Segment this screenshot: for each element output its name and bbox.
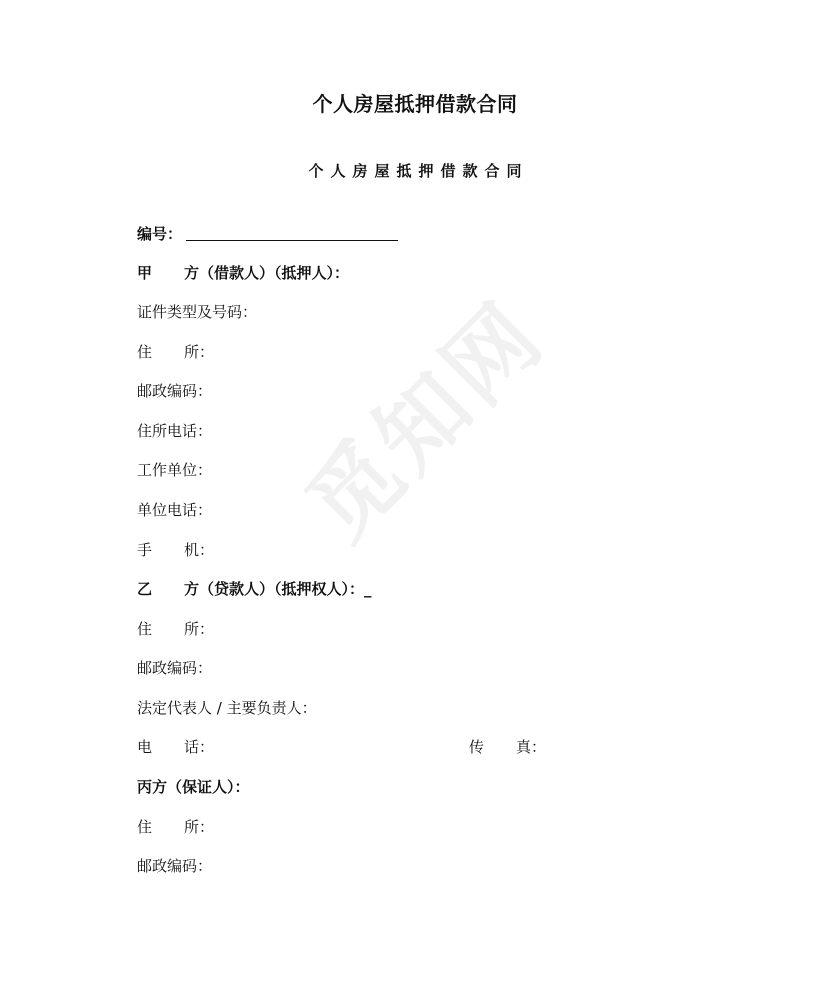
fax-line [469,737,546,757]
party-c-address-line [137,817,214,837]
phone-line [137,737,214,757]
work-unit-line: 工作单位： [137,461,213,479]
address-label-part1: 住 [137,620,153,638]
phone-label-part2: 话： [184,738,215,756]
home-phone-line: 住所电话： [137,422,213,440]
party-c-postcode-line: 邮政编码： [137,857,213,875]
party-a-address-line [137,342,214,362]
party-b-label: 方（贷款人）（抵押权人）：_ [184,580,372,598]
address-label-part2: 所： [184,818,215,836]
party-b-address-line [137,619,214,639]
phone-label-part1: 电 [137,738,153,756]
fax-label-part2: 真： [516,738,547,756]
id-type-line: 证件类型及号码： [137,303,258,321]
mobile-label-part1: 手 [137,541,153,559]
unit-phone-line: 单位电话： [137,501,213,519]
mobile-line [137,540,214,560]
party-a-label: 方（借款人）（抵押人）： [184,264,350,282]
party-a-postcode-line: 邮政编码： [137,382,213,400]
address-label-part2: 所： [184,343,215,361]
party-a-prefix: 甲 [137,264,153,282]
party-b-prefix: 乙 [137,580,153,598]
legal-rep-line: 法定代表人 / 主要负责人： [137,699,317,717]
address-label-part1: 住 [137,818,153,836]
mobile-label-part2: 机： [184,541,215,559]
document-subtitle: 个人房屋抵押借款合同 [308,162,529,180]
contract-number-label: 编号： [137,225,183,243]
party-b-postcode-line: 邮政编码： [137,659,213,677]
contract-number-blank [186,226,398,241]
party-a-heading [137,263,349,283]
document-title: 个人房屋抵押借款合同 [312,92,518,116]
contract-number-line [137,224,398,244]
fax-label-part1: 传 [469,738,485,756]
address-label-part1: 住 [137,343,153,361]
party-b-heading [137,579,372,599]
watermark: 觅知网 [287,282,565,560]
address-label-part2: 所： [184,620,215,638]
party-c-heading: 丙方（保证人）： [137,778,250,796]
